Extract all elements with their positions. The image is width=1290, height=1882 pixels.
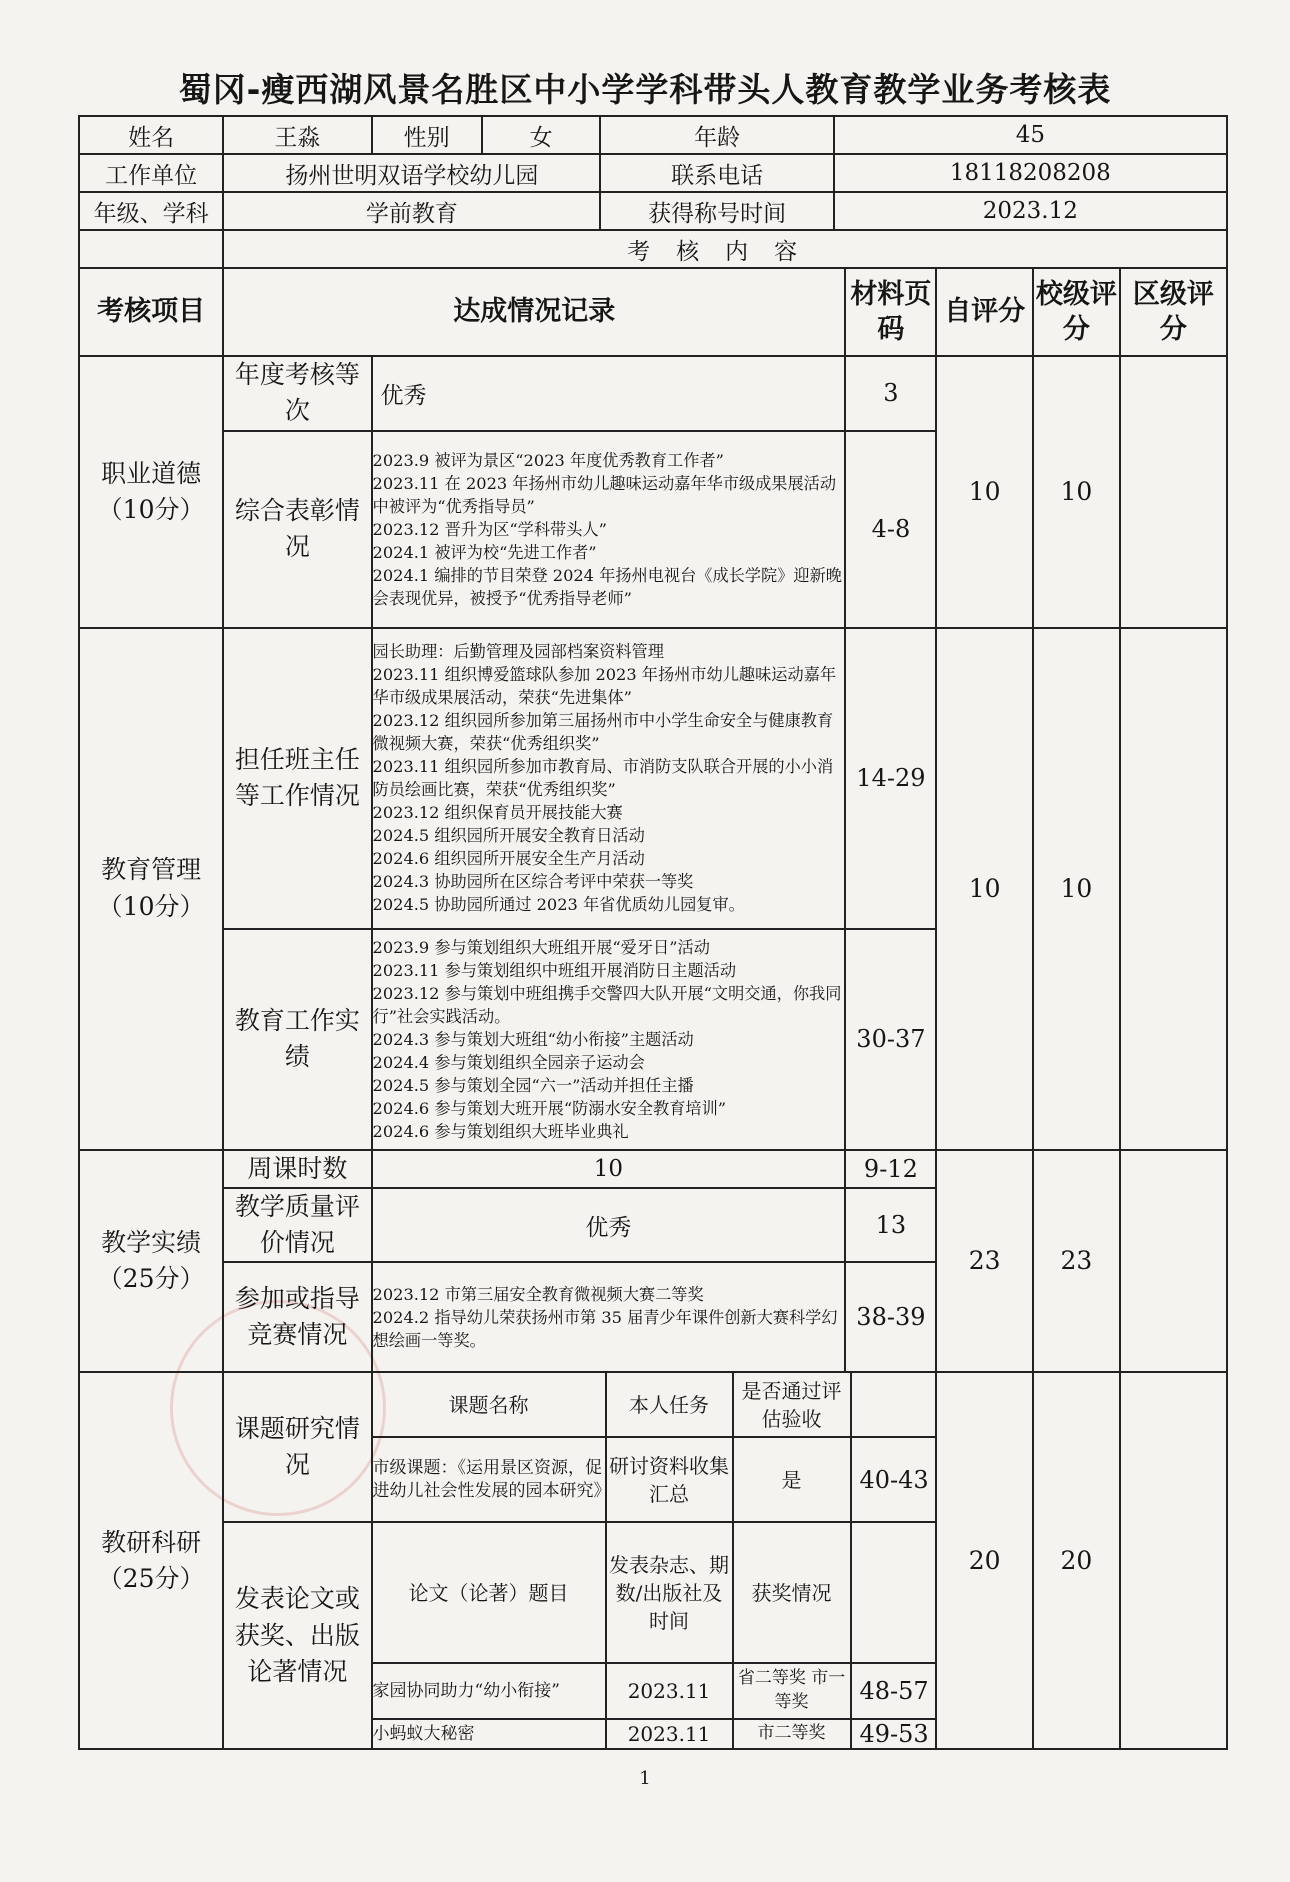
honor-pages: 4-8 [845, 431, 936, 628]
annual-label: 年度考核等次 [223, 356, 371, 431]
duty-line: 2024.3 协助园所在区综合考评中荣获一等奖 [372, 872, 694, 891]
research-section: 教研科研（25分） [79, 1372, 223, 1749]
research-school-score: 20 [1033, 1372, 1120, 1749]
duty-pages: 14-29 [845, 628, 936, 929]
paper-pages: 49-53 [851, 1719, 937, 1748]
paper-header-title: 论文（论著）题目 [373, 1523, 606, 1663]
project-name: 市级课题：《运用景区资源，促进幼儿社会性发展的园本研究》 [373, 1437, 606, 1521]
honor-line: 2023.9 被评为景区“2023 年度优秀教育工作者” [372, 450, 724, 470]
work-line: 2024.5 参与策划全园“六一”活动并担任主播 [372, 1075, 694, 1095]
contest-pages: 38-39 [845, 1262, 936, 1372]
work-line: 2024.6 参与策划组织大班毕业典礼 [372, 1121, 629, 1141]
teaching-section: 教学实绩（25分） [79, 1150, 223, 1373]
honor-line: 2024.1 被评为校“先进工作者” [372, 542, 597, 562]
phone-value: 18118208208 [834, 154, 1227, 192]
grade-value: 学前教育 [223, 192, 600, 230]
page-title: 蜀冈-瘦西湖风景名胜区中小学学科带头人教育教学业务考核表 [178, 70, 1112, 109]
paper-title: 小蚂蚁大秘密 [373, 1719, 606, 1748]
title-time-label: 获得称号时间 [600, 192, 833, 230]
work-line: 2023.11 参与策划组织中班组开展消防日主题活动 [372, 960, 737, 980]
paper-label: 发表论文或获奖、出版论著情况 [223, 1522, 371, 1749]
header-pages: 材料页码 [845, 268, 936, 356]
duty-line: 2023.11 组织博爱篮球队参加 2023 年扬州市幼儿趣味运动嘉年华市级成果展活动，荣获“先进集体” [372, 665, 837, 707]
hours-value: 10 [372, 1150, 846, 1188]
duty-line: 2024.6 组织园所开展安全生产月活动 [372, 849, 645, 868]
header-record: 达成情况记录 [223, 268, 845, 356]
hours-pages: 9-12 [845, 1150, 936, 1188]
work-line: 2023.12 参与策划中班组携手交警四大队开展“文明交通，你我同行”社会实践活动。 [372, 983, 842, 1026]
paper-date: 2023.11 [606, 1719, 733, 1748]
name-value: 王淼 [223, 116, 371, 154]
unit-value: 扬州世明双语学校幼儿园 [223, 154, 600, 192]
research-self-score: 20 [936, 1372, 1032, 1749]
paper-award: 省二等奖 市一等奖 [733, 1663, 851, 1719]
work-line: 2024.6 参与策划大班开展“防溺水安全教育培训” [372, 1098, 727, 1118]
ethics-section: 职业道德（10分） [79, 356, 223, 628]
honor-label: 综合表彰情况 [223, 431, 371, 628]
paper-title: 家园协同助力“幼小衔接” [373, 1663, 606, 1719]
phone-label: 联系电话 [600, 154, 833, 192]
ethics-school-score: 10 [1033, 356, 1120, 628]
project-table [373, 1373, 937, 1521]
contest-line: 2023.12 市第三届安全教育微视频大赛二等奖 [372, 1284, 704, 1304]
work-record [372, 929, 846, 1150]
project-task: 研讨资料收集汇总 [606, 1437, 733, 1521]
paper-award: 市二等奖 [733, 1719, 851, 1748]
header-self-score: 自评分 [936, 268, 1032, 356]
quality-pages: 13 [845, 1188, 936, 1263]
honor-line: 2023.12 晋升为区“学科带头人” [372, 519, 607, 539]
header-item: 考核项目 [79, 268, 223, 356]
page-number: 1 [639, 1768, 651, 1789]
project-header-passed: 是否通过评估验收 [733, 1373, 851, 1437]
duty-label: 担任班主任等工作情况 [223, 628, 371, 929]
duty-line: 2023.12 组织保育员开展技能大赛 [372, 803, 623, 822]
contest-label: 参加或指导竞赛情况 [223, 1262, 371, 1372]
honor-line: 2023.11 在 2023 年扬州市幼儿趣味运动嘉年华市级成果展活动中被评为“优秀指导员” [372, 473, 837, 516]
paper-date: 2023.11 [606, 1663, 733, 1719]
project-pages: 40-43 [851, 1437, 937, 1521]
duty-line: 2024.5 组织园所开展安全教育日活动 [372, 826, 645, 845]
quality-value: 优秀 [372, 1188, 846, 1263]
project-label: 课题研究情况 [223, 1372, 371, 1522]
teaching-district-score [1120, 1150, 1227, 1373]
teaching-school-score: 23 [1033, 1150, 1120, 1373]
project-header-task: 本人任务 [606, 1373, 733, 1437]
paper-table [373, 1523, 937, 1748]
research-district-score [1120, 1372, 1227, 1749]
annual-value: 优秀 [372, 356, 846, 431]
honor-record [372, 431, 846, 628]
age-label: 年龄 [600, 116, 833, 154]
hours-label: 周课时数 [223, 1150, 371, 1188]
management-section: 教育管理（10分） [79, 628, 223, 1150]
management-self-score: 10 [936, 628, 1032, 1150]
annual-pages: 3 [845, 356, 936, 431]
management-district-score [1120, 628, 1227, 1150]
grade-label: 年级、学科 [79, 192, 223, 230]
teaching-self-score: 23 [936, 1150, 1032, 1373]
assessment-table [78, 115, 1228, 1750]
paper-header-award: 获奖情况 [733, 1523, 851, 1663]
name-label: 姓名 [79, 116, 223, 154]
gender-label: 性别 [372, 116, 482, 154]
contest-line: 2024.2 指导幼儿荣获扬州市第 35 届青少年课件创新大赛科学幻想绘画一等奖。 [372, 1307, 838, 1350]
project-header-name: 课题名称 [373, 1373, 606, 1437]
project-passed: 是 [733, 1437, 851, 1521]
unit-label: 工作单位 [79, 154, 223, 192]
ethics-district-score [1120, 356, 1227, 628]
title-time-value: 2023.12 [834, 192, 1227, 230]
work-label: 教育工作实绩 [223, 929, 371, 1150]
ethics-self-score: 10 [936, 356, 1032, 628]
contest-record [372, 1262, 846, 1372]
work-line: 2024.4 参与策划组织全园亲子运动会 [372, 1052, 645, 1072]
duty-line: 2023.12 组织园所参加第三届扬州市中小学生命安全与健康教育微视频大赛，荣获“优秀组织奖” [372, 711, 834, 753]
duty-line: 2024.5 协助园所通过 2023 年省优质幼儿园复审。 [372, 895, 745, 914]
header-school-score: 校级评分 [1033, 268, 1120, 356]
work-line: 2023.9 参与策划组织大班组开展“爱牙日”活动 [372, 937, 710, 957]
section-title: 考核内容 [223, 230, 1227, 268]
paper-header-journal: 发表杂志、期数/出版社及时间 [606, 1523, 733, 1663]
duty-record [372, 628, 846, 929]
age-value: 45 [834, 116, 1227, 154]
quality-label: 教学质量评价情况 [223, 1188, 371, 1263]
work-pages: 30-37 [845, 929, 936, 1150]
paper-pages: 48-57 [851, 1663, 937, 1719]
header-district-score: 区级评分 [1120, 268, 1227, 356]
duty-line: 2023.11 组织园所参加市教育局、市消防支队联合开展的小小消防员绘画比赛，荣获“优秀组织奖” [372, 757, 834, 799]
management-school-score: 10 [1033, 628, 1120, 1150]
work-line: 2024.3 参与策划大班组“幼小衔接”主题活动 [372, 1029, 694, 1049]
gender-value: 女 [482, 116, 601, 154]
honor-line: 2024.1 编排的节目荣登 2024 年扬州电视台《成长学院》迎新晚会表现优异，被授予“优秀指导老师” [372, 565, 842, 608]
duty-line: 园长助理：后勤管理及园部档案资料管理 [372, 642, 664, 661]
